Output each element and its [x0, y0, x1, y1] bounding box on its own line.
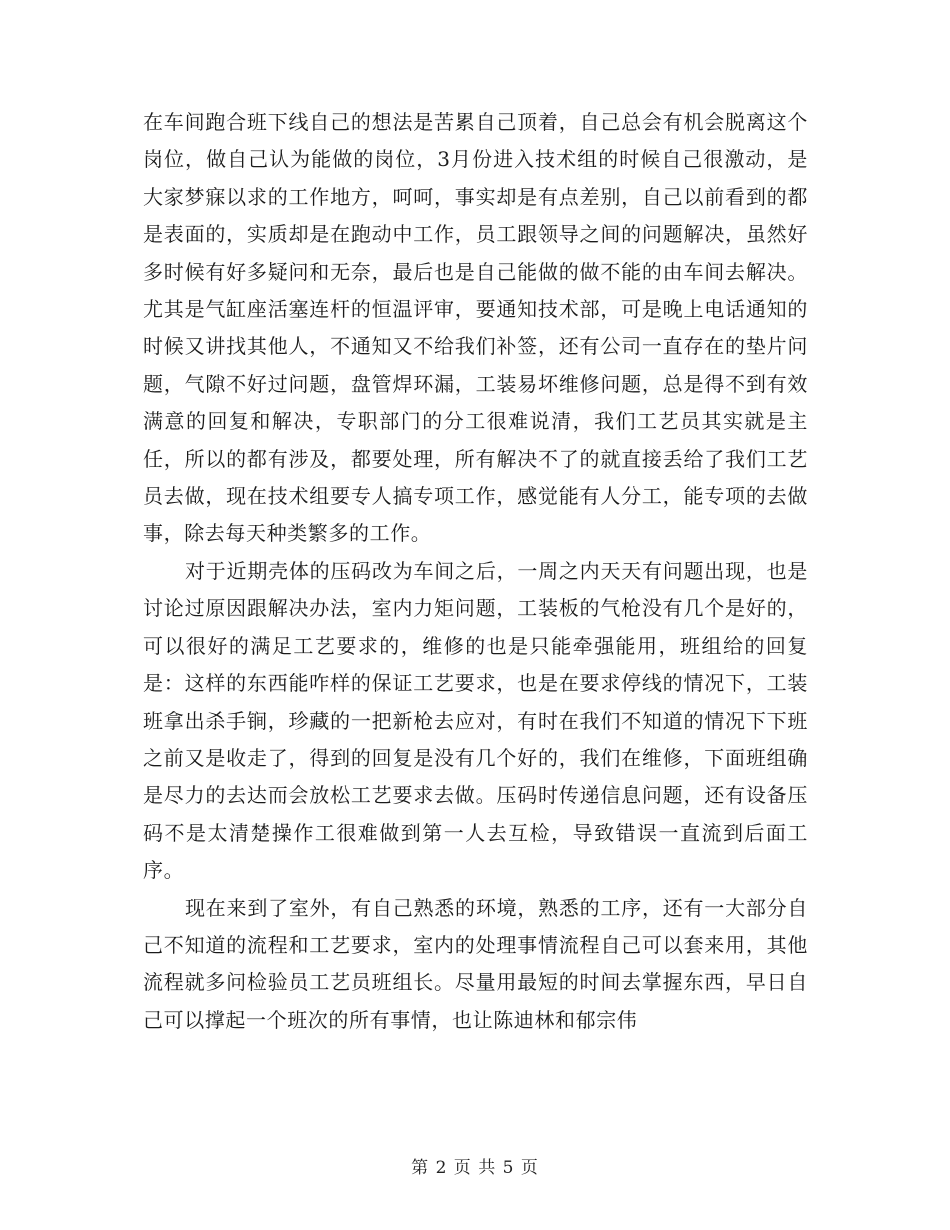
- paragraph-3: 现在来到了室外，有自己熟悉的环境，熟悉的工序，还有一大部分自己不知道的流程和工艺要求，室内的处理事情流程自己可以套来用，其他流程就多问检验员工艺员班组长。尽量用最短的时间去掌握东西，早日自己可以撑起一个班次的所有事情，也让陈迪林和郁宗伟: [143, 895, 808, 1032]
- paragraph-1: 在车间跑合班下线自己的想法是苦累自己顶着，自己总会有机会脱离这个岗位，做自己认为能做的岗位，3月份进入技术组的时候自己很激动，是大家梦寐以求的工作地方，呵呵，事实却是有点差别，自己以前看到的都是表面的，实质却是在跑动中工作，员工跟领导之间的问题解决，虽然好多时候有好多疑问和无奈，最后也是自己能做的做不能的由车间去解决。尤其是气缸座活塞连杆的恒温评审，要通知技术部，可是晚上电话通知的时候又讲找其他人，不通知又不给我们补签，还有公司一直存在的垫片问题，气隙不好过问题，盘管焊环漏，工装易坏维修问题，总是得不到有效满意的回复和解决，专职部门的分工很难说清，我们工艺员其实就是主任，所以的都有涉及，都要处理，所有解决不了的就直接丢给了我们工艺员去做，现在技术组要专人搞专项工作，感觉能有人分工，能专项的去做事，除去每天种类繁多的工作。: [143, 110, 808, 546]
- document-body: [143, 104, 808, 1039]
- page-footer: [0, 1153, 950, 1178]
- page-number-label: 第 2 页 共 5 页: [411, 1158, 539, 1178]
- paragraph-2: 对于近期壳体的压码改为车间之后，一周之内天天有问题出现，也是讨论过原因跟解决办法，室内力矩问题，工装板的气枪没有几个是好的，可以很好的满足工艺要求的，维修的也是只能牵强能用，班组给的回复是：这样的东西能咋样的保证工艺要求，也是在要求停线的情况下，工装班拿出杀手锏，珍藏的一把新枪去应对，有时在我们不知道的情况下下班之前又是收走了，得到的回复是没有几个好的，我们在维修，下面班组确是尽力的去达而会放松工艺要求去做。压码时传递信息问题，还有设备压码不是太清楚操作工很难做到第一人去互检，导致错误一直流到后面工序。: [143, 558, 808, 883]
